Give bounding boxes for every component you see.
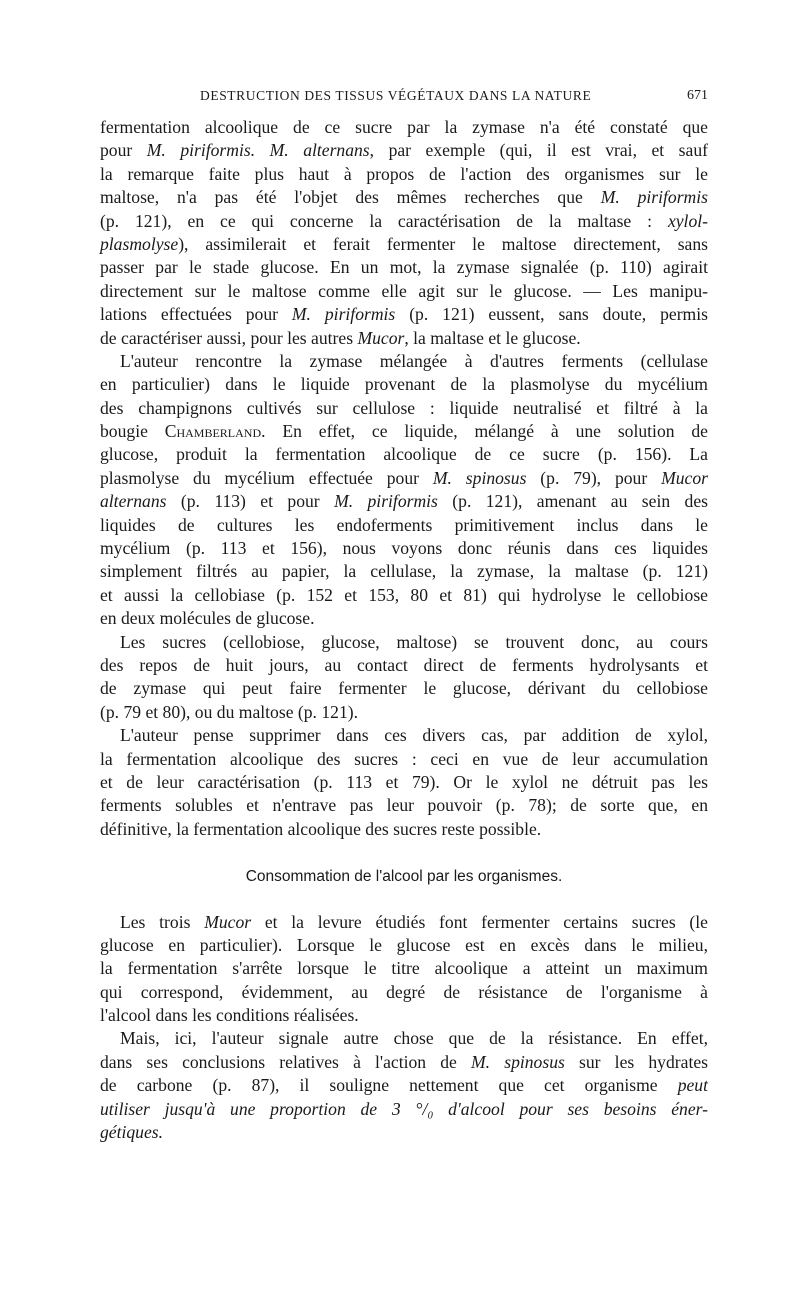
text-run: Les sucres (cellobiose, glucose, maltose) se trouvent donc, au cours	[120, 631, 708, 652]
paragraph	[100, 631, 708, 725]
text-run: L'auteur pense supprimer dans ces divers cas, par addition de xylol,	[120, 725, 708, 746]
text-line	[100, 631, 708, 654]
text-line	[100, 327, 708, 350]
italic-run: utiliser jusqu'à une proportion de 3 °/₀ d'alcool pour ses besoins éner-	[100, 1098, 708, 1119]
italic-run: M. piriformis	[291, 304, 396, 325]
paragraph	[100, 116, 708, 350]
text-run: simplement filtrés au papier, la cellulase, la zymase, la maltase (p. 121)	[100, 561, 708, 582]
text-run: des champignons cultivés sur cellulose : liquide neutralisé et filtré à la	[100, 397, 708, 418]
text-run: ferments solubles et n'entrave pas leur pouvoir (p. 78); de sorte que, en	[100, 795, 708, 816]
italic-run: peut	[677, 1075, 708, 1096]
text-line	[100, 911, 708, 934]
text-run: L'auteur rencontre la zymase mélangée à d'autres ferments (cellulase	[120, 350, 708, 371]
paragraph	[100, 1027, 708, 1144]
text-run: glucose en particulier). Lorsque le glucose est en excès dans le milieu,	[100, 934, 708, 955]
text-line	[100, 560, 708, 583]
text-line	[100, 1074, 708, 1097]
text-run: (p. 121) eussent, sans doute, permis	[395, 304, 708, 325]
text-run: et aussi la cellobiase (p. 152 et 153, 80 et 81) qui hydrolyse le cellobiose	[100, 584, 708, 605]
text-run: mycélium (p. 113 et 156), nous voyons donc réunis dans ces liquides	[100, 538, 708, 559]
text-line	[100, 210, 708, 233]
text-line	[100, 701, 708, 724]
paragraph	[100, 911, 708, 1028]
paragraph	[100, 724, 708, 841]
italic-run: Mucor	[661, 467, 708, 488]
text-line	[100, 677, 708, 700]
italic-run: xylol-	[667, 210, 708, 231]
text-run: pour	[100, 140, 147, 161]
text-run: , la maltase et le glucose.	[404, 327, 581, 348]
italic-run: alternans	[100, 491, 167, 512]
italic-run: M. piriformis	[600, 187, 708, 208]
text-run: fermentation alcoolique de ce sucre par la zymase n'a été constaté que	[100, 117, 708, 137]
paragraph	[100, 350, 708, 631]
text-line	[100, 724, 708, 747]
text-run: liquides de cultures les endoferments primitivement inclus dans le	[100, 514, 708, 535]
text-line	[100, 1051, 708, 1074]
text-run: (p. 79), pour	[526, 467, 662, 488]
text-run: plasmolyse du mycélium effectuée pour	[100, 467, 433, 488]
italic-run: M. piriformis	[334, 491, 438, 512]
text-run: de zymase qui peut faire fermenter le glucose, dérivant du cellobiose	[100, 678, 708, 699]
text-line	[100, 443, 708, 466]
text-line	[100, 1098, 708, 1121]
text-line	[100, 1121, 708, 1144]
text-line	[100, 256, 708, 279]
text-run: (p. 121), amenant au sein des	[437, 491, 708, 512]
text-run: Mais, ici, l'auteur signale autre chose que de la résistance. En effet,	[120, 1028, 708, 1049]
italic-run: M. piriformis. M. alternans	[146, 140, 370, 161]
running-title: DESTRUCTION DES TISSUS VÉGÉTAUX DANS LA NATURE	[200, 88, 592, 103]
italic-run: plasmolyse	[100, 233, 179, 254]
text-run: (p. 121), en ce qui concerne la caractérisation de la maltase :	[100, 210, 668, 231]
italic-run: M. spinosus	[471, 1051, 565, 1072]
text-run: directement sur le maltose comme elle agit sur le glucose. — Les manipu-	[100, 280, 708, 301]
text-line	[100, 584, 708, 607]
text-run: la fermentation alcoolique des sucres : ceci en vue de leur accumulation	[100, 748, 708, 769]
running-head	[100, 88, 708, 108]
text-line	[100, 233, 708, 256]
text-line	[100, 490, 708, 513]
italic-run: Mucor	[357, 327, 405, 348]
page-number: 671	[687, 88, 708, 103]
text-run: , par exemple (qui, il est vrai, et sauf	[369, 140, 708, 161]
text-line	[100, 771, 708, 794]
text-run: maltose, n'a pas été l'objet des mêmes recherches que	[100, 187, 601, 208]
italic-run: Mucor	[204, 911, 252, 932]
text-line	[100, 1027, 708, 1050]
text-line	[100, 139, 708, 162]
text-run: sur les hydrates	[564, 1051, 708, 1072]
text-line	[100, 537, 708, 560]
text-line	[100, 794, 708, 817]
text-run: (p. 79 et 80), ou du maltose (p. 121).	[100, 701, 358, 722]
text-line	[100, 303, 708, 326]
text-line	[100, 748, 708, 771]
text-run: de carbone (p. 87), il souligne nettement que cet organisme	[100, 1075, 678, 1096]
text-run: glucose, produit la fermentation alcoolique de ce sucre (p. 156). La	[100, 444, 708, 465]
small-caps-run: Chamberland	[164, 421, 262, 442]
text-run: définitive, la fermentation alcoolique des sucres reste possible.	[100, 818, 542, 839]
text-run: . En effet, ce liquide, mélangé à une solution de	[261, 421, 708, 442]
text-line	[100, 350, 708, 373]
text-line	[100, 397, 708, 420]
text-run: bougie	[100, 421, 165, 442]
text-run: (p. 113) et pour	[166, 491, 335, 512]
text-run: ), assimilerait et ferait fermenter le maltose directement, sans	[178, 233, 708, 254]
text-line	[100, 818, 708, 841]
text-line	[100, 981, 708, 1004]
text-line	[100, 654, 708, 677]
text-run: et la levure étudiés font fermenter certains sucres (le	[251, 911, 708, 932]
text-line	[100, 163, 708, 186]
page-body	[100, 116, 708, 1144]
text-line	[100, 420, 708, 443]
text-run: et de leur caractérisation (p. 113 et 79). Or le xylol ne détruit pas les	[100, 771, 708, 792]
text-run: en particulier) dans le liquide provenant de la plasmolyse du mycélium	[100, 374, 708, 395]
text-run: la remarque faite plus haut à propos de l'action des organismes sur le	[100, 163, 708, 184]
text-run: des repos de huit jours, au contact direct de ferments hydrolysants et	[100, 654, 708, 675]
text-run: passer par le stade glucose. En un mot, la zymase signalée (p. 110) agirait	[100, 257, 708, 278]
italic-run: M. spinosus	[432, 467, 527, 488]
text-run: lations effectuées pour	[100, 304, 292, 325]
section-heading: Consommation de l'alcool par les organismes.	[245, 868, 563, 886]
text-run: en deux molécules de glucose.	[100, 608, 315, 629]
text-line	[100, 934, 708, 957]
text-line	[100, 607, 708, 630]
text-run: l'alcool dans les conditions réalisées.	[100, 1005, 359, 1026]
text-run: Les trois	[120, 911, 205, 932]
text-line	[100, 514, 708, 537]
text-line	[100, 373, 708, 396]
text-line	[100, 957, 708, 980]
text-line	[100, 116, 708, 139]
text-line	[100, 280, 708, 303]
italic-run: gétiques.	[100, 1122, 164, 1143]
text-run: dans ses conclusions relatives à l'action de	[100, 1051, 472, 1072]
text-run: qui correspond, évidemment, au degré de résistance de l'organisme à	[100, 981, 708, 1002]
text-line	[100, 467, 708, 490]
text-line	[100, 1004, 708, 1027]
text-run: la fermentation s'arrête lorsque le titre alcoolique a atteint un maximum	[100, 958, 708, 979]
text-run: de caractériser aussi, pour les autres	[100, 327, 358, 348]
text-line	[100, 186, 708, 209]
